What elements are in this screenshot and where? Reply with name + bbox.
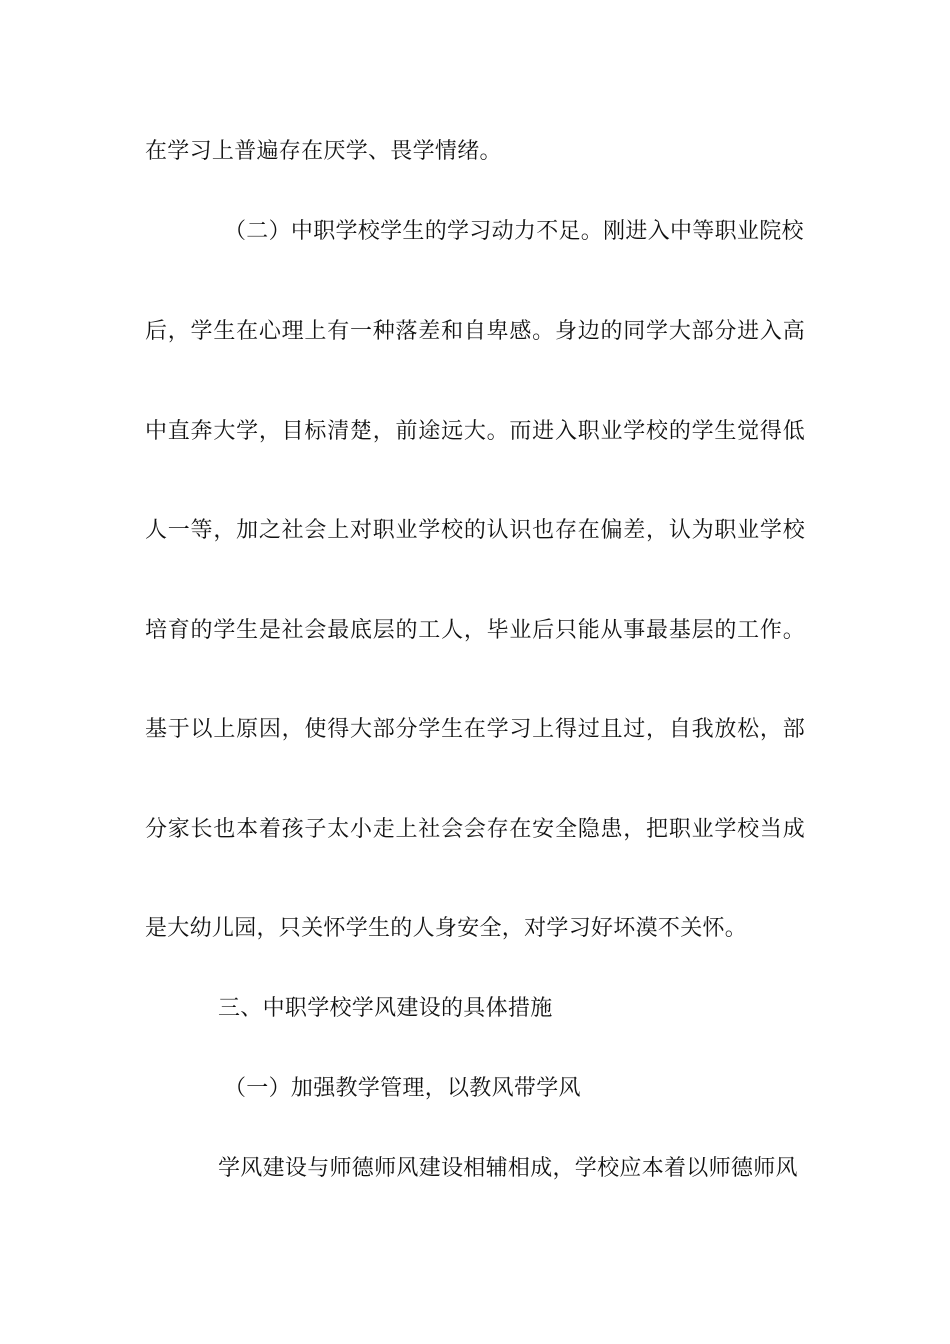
paragraph-line: 后，学生在心理上有一种落差和自卑感。身边的同学大部分进入高	[145, 319, 805, 344]
paragraph-line: 学风建设与师德师风建设相辅相成，学校应本着以师德师风	[218, 1156, 798, 1181]
section-heading: 三、中职学校学风建设的具体措施	[218, 996, 553, 1021]
paragraph-line: 中直奔大学，目标清楚，前途远大。而进入职业学校的学生觉得低	[145, 419, 805, 444]
paragraph-line: 分家长也本着孩子太小走上社会会存在安全隐患，把职业学校当成	[145, 817, 805, 842]
paragraph-line: 是大幼儿园，只关怀学生的人身安全，对学习好坏漠不关怀。	[145, 916, 748, 941]
paragraph-line: 培育的学生是社会最底层的工人，毕业后只能从事最基层的工作。	[145, 618, 805, 643]
paragraph-line: 在学习上普遍存在厌学、畏学情绪。	[145, 139, 502, 164]
subsection-heading: （一）加强教学管理，以教风带学风	[224, 1076, 581, 1101]
paragraph-line: 基于以上原因，使得大部分学生在学习上得过且过，自我放松，部	[145, 717, 805, 742]
paragraph-line: 人一等，加之社会上对职业学校的认识也存在偏差，认为职业学校	[145, 518, 805, 543]
subsection-heading-line: （二）中职学校学生的学习动力不足。刚进入中等职业院校	[224, 219, 804, 244]
